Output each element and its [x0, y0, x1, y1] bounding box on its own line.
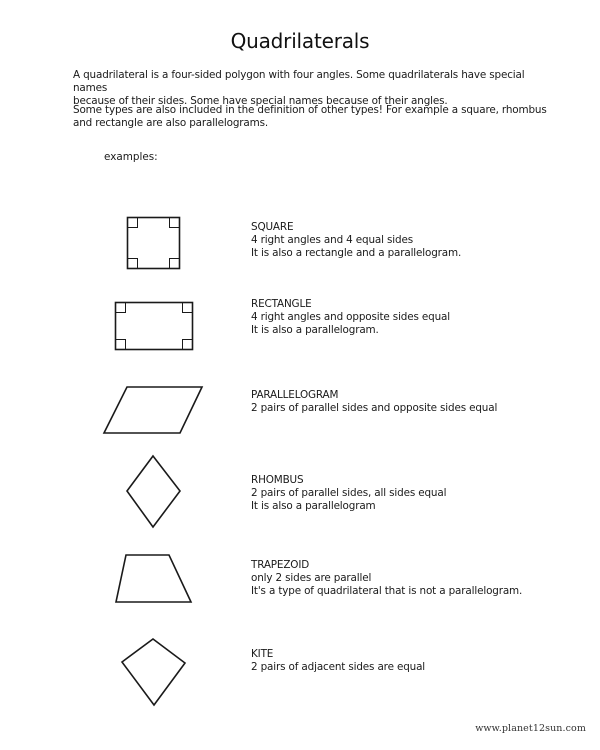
shape-name: RHOMBUS [251, 474, 304, 486]
note-line-2: and rectangle are also parallelograms. [73, 117, 269, 129]
kite-description [251, 648, 425, 674]
examples-label: examples: [104, 151, 158, 163]
shape-line: 2 pairs of parallel sides, all sides equal [251, 487, 447, 499]
trapezoid-icon [116, 555, 191, 602]
shape-line: only 2 sides are parallel [251, 572, 372, 584]
shape-name: KITE [251, 648, 274, 660]
shape-name: TRAPEZOID [251, 559, 310, 571]
note-line-1: Some types are also included in the definition of other types! For example a square, rhombus [73, 104, 547, 116]
rectangle-icon [116, 303, 193, 350]
parallelogram-icon [104, 387, 202, 433]
shape-line: It is also a rectangle and a parallelogram. [251, 247, 462, 259]
square-description [251, 221, 461, 260]
shape-name: SQUARE [251, 221, 294, 233]
shape-name: RECTANGLE [251, 298, 312, 310]
rhombus-description [251, 474, 446, 513]
square-icon [128, 218, 180, 269]
intro-line-2: because of their sides. Some have special names because of their angles. [73, 95, 448, 107]
page-title: Quadrilaterals [230, 29, 370, 53]
trapezoid-description [251, 559, 522, 598]
shape-line: It's a type of quadrilateral that is not a parallelogram. [251, 585, 523, 597]
shape-line: It is also a parallelogram [251, 500, 376, 512]
parallelogram-description [251, 389, 497, 415]
shape-line: It is also a parallelogram. [251, 324, 379, 336]
kite-icon [122, 639, 185, 705]
shape-line: 2 pairs of parallel sides and opposite sides equal [251, 402, 498, 414]
shape-line: 4 right angles and 4 equal sides [251, 234, 413, 246]
shape-name: PARALLELOGRAM [251, 389, 339, 401]
footer-website: www.planet12sun.com [475, 723, 586, 734]
rhombus-icon [127, 456, 180, 527]
intro-line-1: A quadrilateral is a four-sided polygon with four angles. Some quadrilaterals have special names [73, 69, 525, 94]
shape-line: 4 right angles and opposite sides equal [251, 311, 450, 323]
shape-line: 2 pairs of adjacent sides are equal [251, 661, 426, 673]
rectangle-description [251, 298, 450, 337]
